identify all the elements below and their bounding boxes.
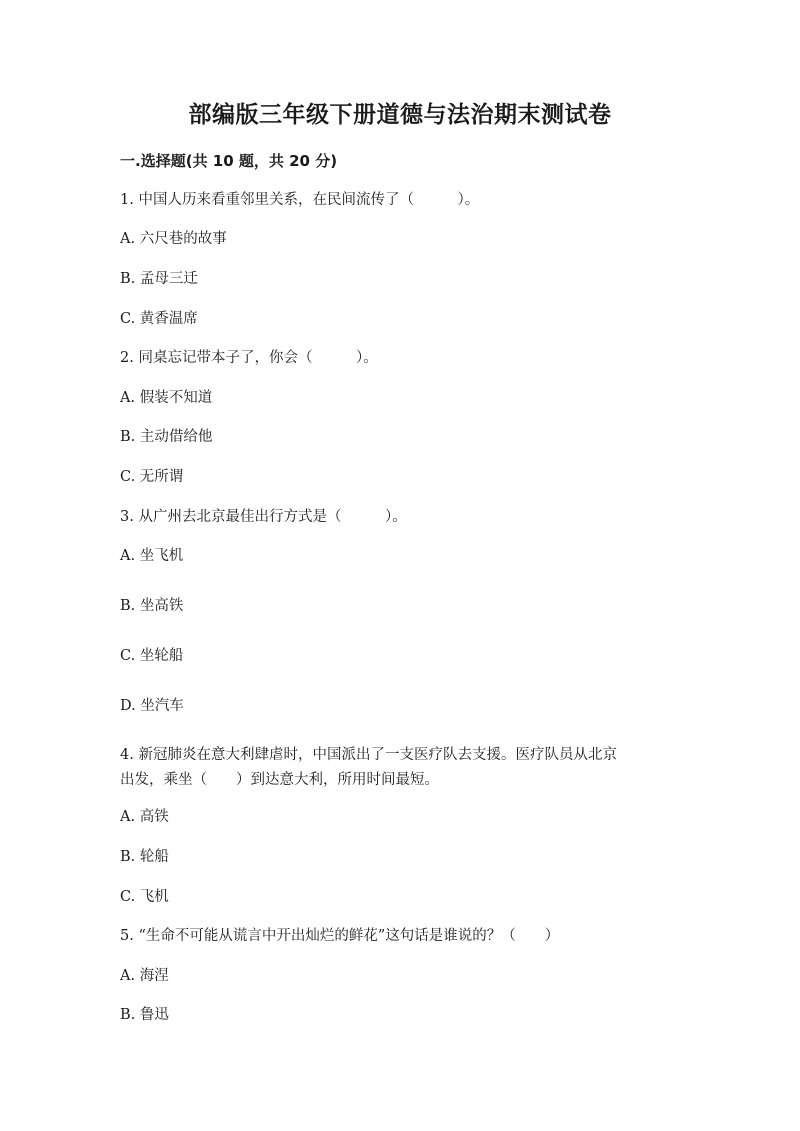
question-1-stem: 1. 中国人历来看重邻里关系，在民间流传了（ ）。 xyxy=(120,192,480,208)
question-3-option-a: A. 坐飞机 xyxy=(120,548,184,564)
question-3-option-c: C. 坐轮船 xyxy=(120,648,184,664)
question-2-option-b: B. 主动借给他 xyxy=(120,429,213,445)
question-4-option-a: A. 高铁 xyxy=(120,809,169,825)
question-4-stem-line-2: 出发，乘坐（ ）到达意大利，所用时间最短。 xyxy=(120,772,439,788)
question-1-option-a: A. 六尺巷的故事 xyxy=(120,231,227,247)
question-1-option-c: C. 黄香温席 xyxy=(120,311,198,327)
question-3-option-b: B. 坐高铁 xyxy=(120,598,184,614)
question-2-stem: 2. 同桌忘记带本子了，你会（ ）。 xyxy=(120,350,378,366)
question-4-option-c: C. 飞机 xyxy=(120,889,169,905)
question-5-option-b: B. 鲁迅 xyxy=(120,1007,169,1023)
question-2-option-c: C. 无所谓 xyxy=(120,469,184,485)
question-4-option-b: B. 轮船 xyxy=(120,849,169,865)
question-3-stem: 3. 从广州去北京最佳出行方式是（ ）。 xyxy=(120,509,407,525)
question-2-option-a: A. 假装不知道 xyxy=(120,390,213,406)
question-4-stem-line-1: 4. 新冠肺炎在意大利肆虐时，中国派出了一支医疗队去支援。医疗队员从北京 xyxy=(120,747,617,763)
question-5-stem: 5. “生命不可能从谎言中开出灿烂的鲜花”这句话是谁说的？（ ） xyxy=(120,928,560,944)
question-3-option-d: D. 坐汽车 xyxy=(120,698,184,714)
page-title: 部编版三年级下册道德与法治期末测试卷 xyxy=(188,102,612,128)
section-heading: 一.选择题(共 10 题，共 20 分) xyxy=(120,152,338,170)
question-5-option-a: A. 海涅 xyxy=(120,968,169,984)
question-1-option-b: B. 孟母三迁 xyxy=(120,271,198,287)
